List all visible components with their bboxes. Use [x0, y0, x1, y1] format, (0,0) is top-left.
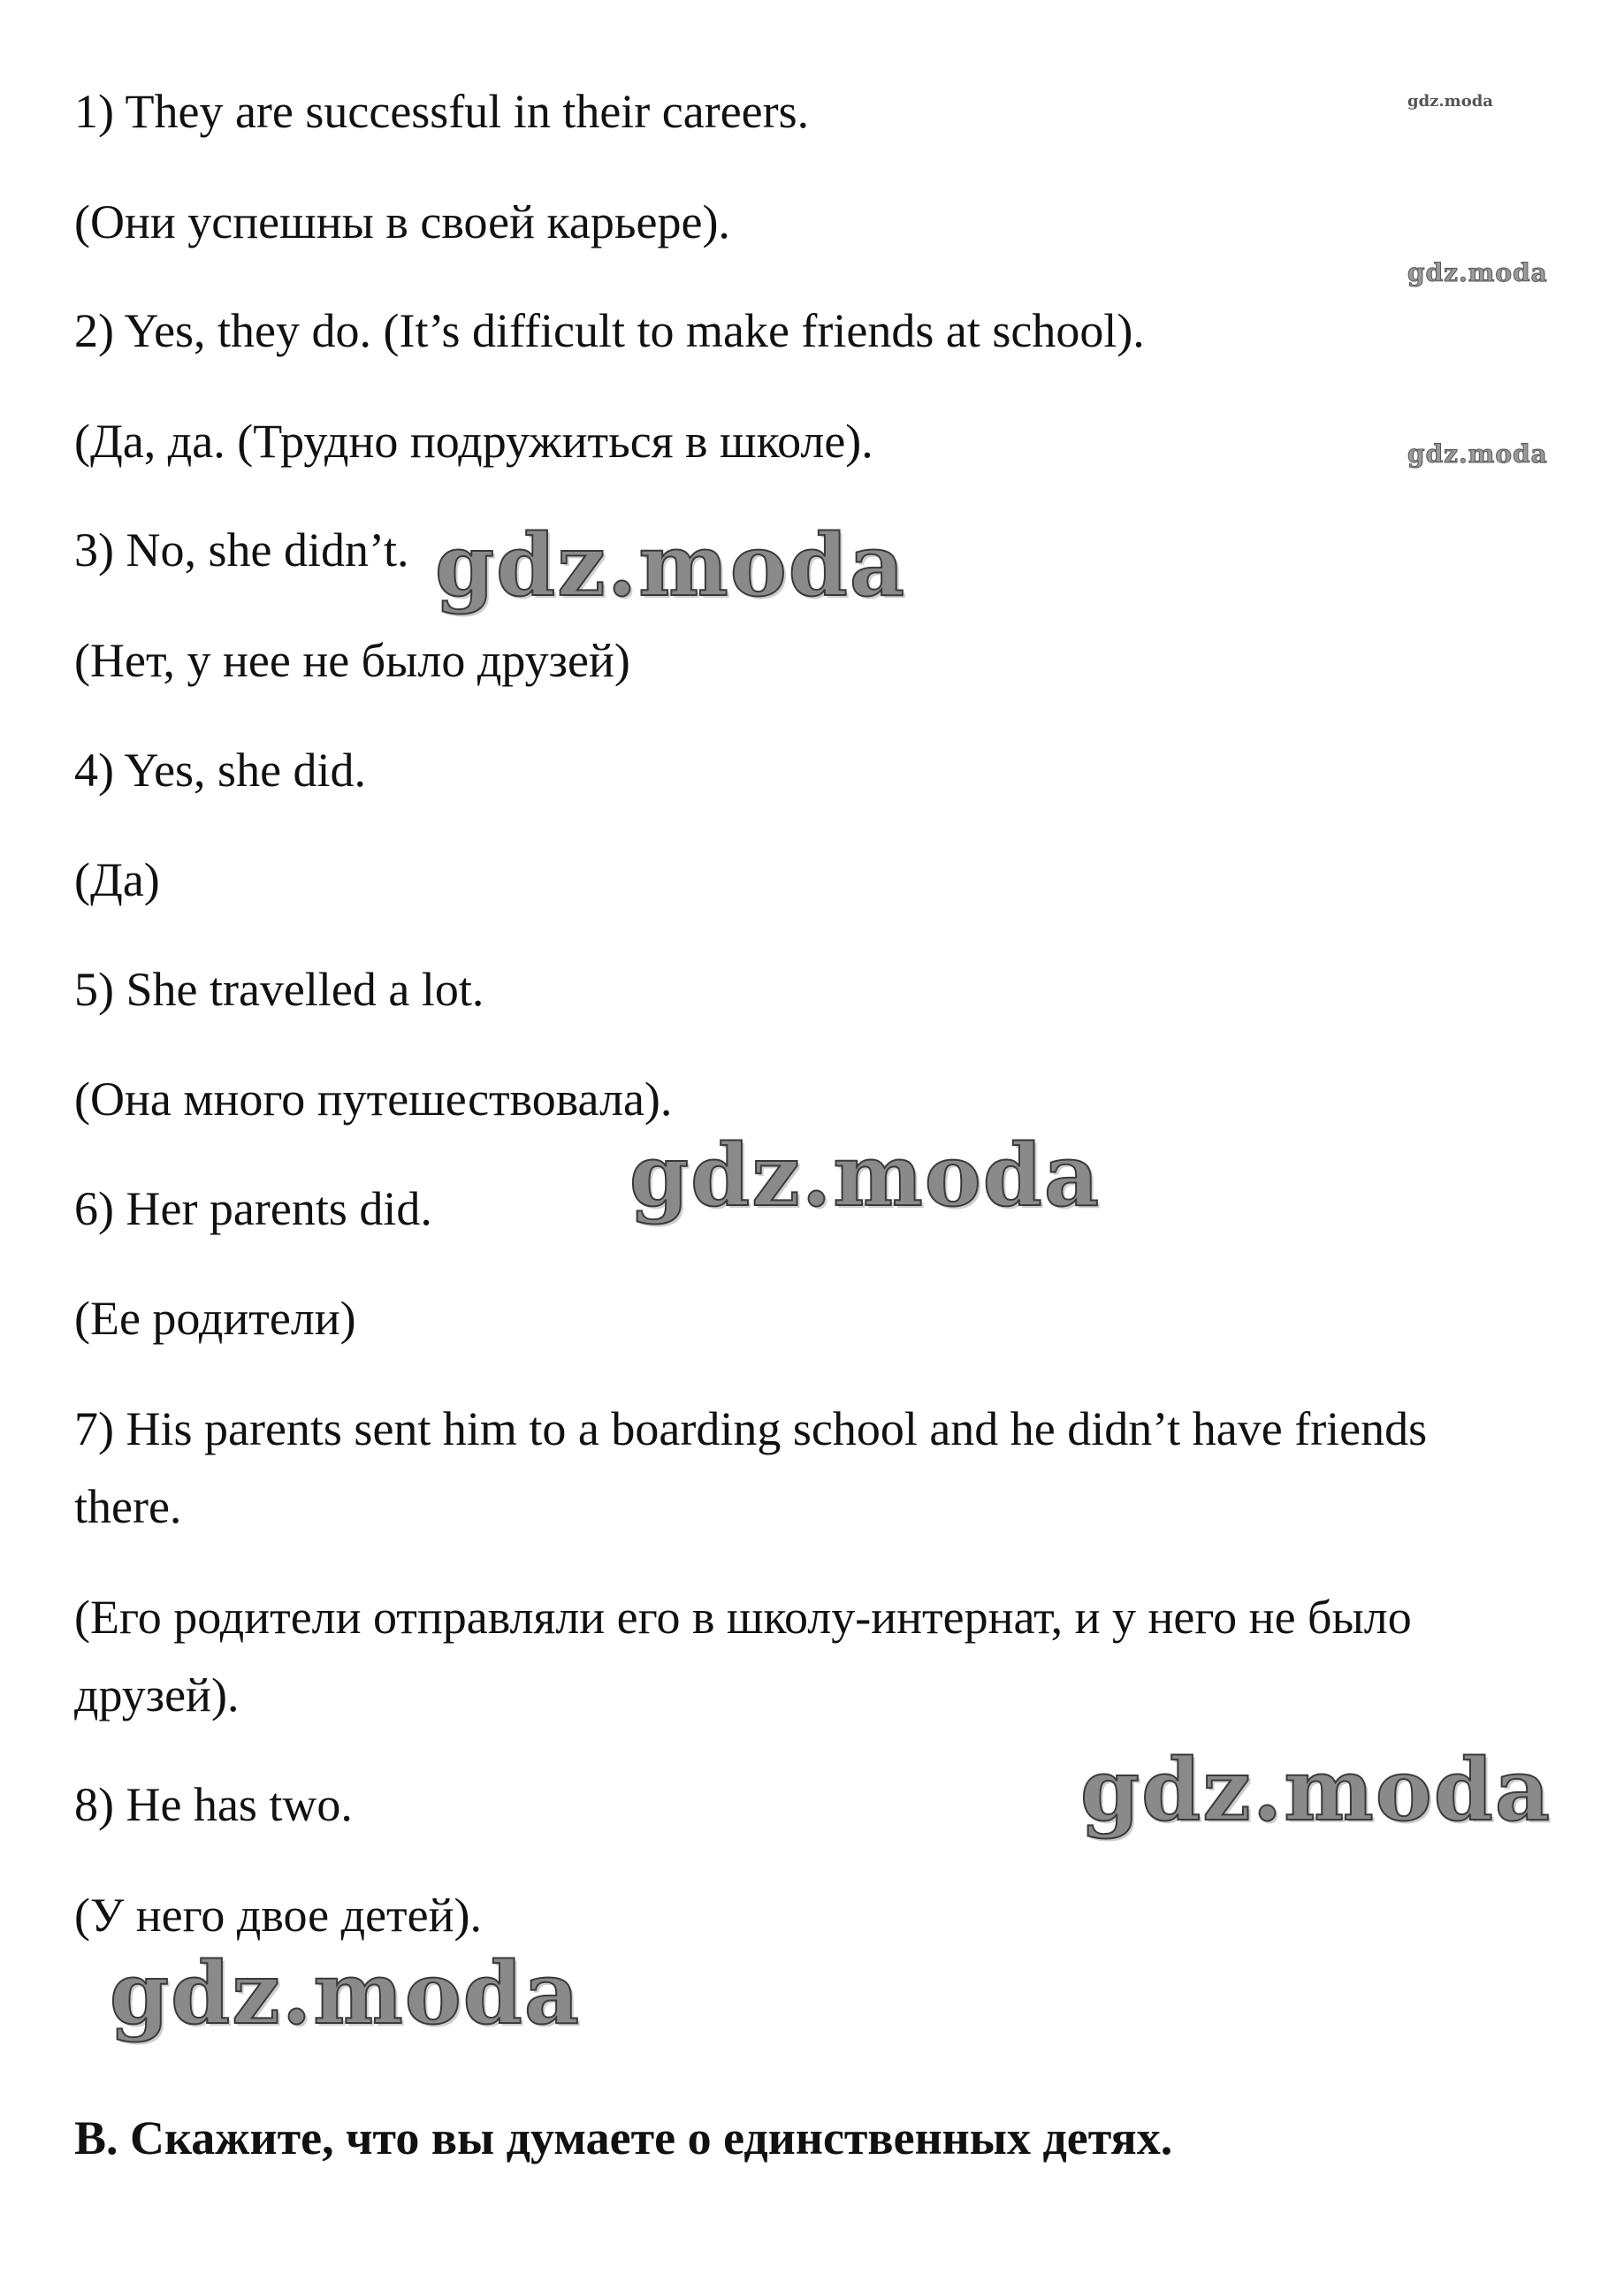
section-heading: B. Скажите, что вы думаете о единственных детях. — [74, 2111, 1173, 2164]
answer-5-ru: (Она много путешествовала). — [74, 1072, 673, 1126]
watermark-text: gdz.moda — [1080, 1740, 1552, 1840]
watermark-text: gdz.moda — [1407, 439, 1548, 469]
answer-1-en: 1) They are successful in their careers. — [74, 85, 810, 138]
answer-8-en: 8) He has two. — [74, 1778, 353, 1831]
watermark-text: gdz.moda — [1407, 258, 1548, 287]
answer-3-ru: (Нет, у нее не было друзей) — [74, 634, 630, 687]
answer-6-ru: (Ее родители) — [74, 1292, 356, 1345]
answer-2-ru: (Да, да. (Трудно подружиться в школе). — [74, 415, 873, 468]
watermark-text: gdz.moda — [1407, 92, 1493, 111]
answer-7-en-line-2: there. — [74, 1480, 182, 1533]
answer-6-en: 6) Her parents did. — [74, 1182, 432, 1235]
answer-5-en: 5) She travelled a lot. — [74, 963, 484, 1016]
watermark-text: gdz.moda — [435, 515, 907, 615]
answer-7-ru-line-2: друзей). — [74, 1668, 240, 1721]
watermark-text: gdz.moda — [629, 1126, 1102, 1225]
watermark-text: gdz.moda — [110, 1943, 582, 2043]
answer-7-en-line-1: 7) His parents sent him to a boarding school and he didn’t have friends — [74, 1402, 1428, 1455]
answer-1-ru: (Они успешны в своей карьере). — [74, 195, 730, 248]
answer-7-ru-line-1: (Его родители отправляли его в школу-интернат, и у него не было — [74, 1591, 1412, 1644]
answer-4-en: 4) Yes, she did. — [74, 744, 367, 797]
answer-2-en: 2) Yes, they do. (It’s difficult to make friends at school). — [74, 304, 1145, 357]
answer-4-ru: (Да) — [74, 853, 160, 906]
answer-3-en: 3) No, she didn’t. — [74, 523, 409, 576]
answer-8-ru: (У него двое детей). — [74, 1889, 483, 1942]
